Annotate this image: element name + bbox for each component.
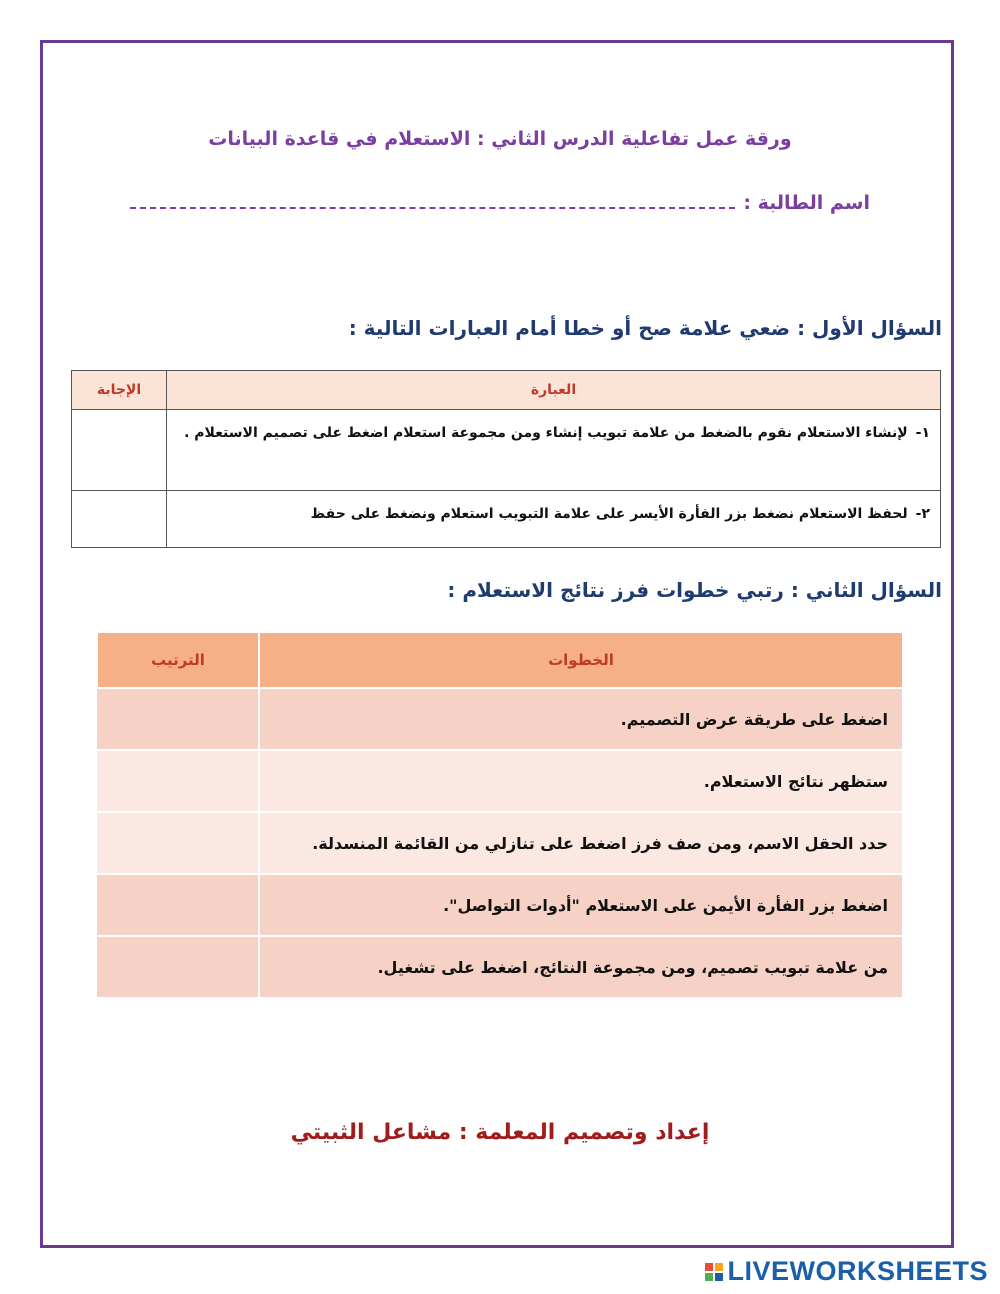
table-row — [72, 410, 941, 491]
order-header: الترتيب — [97, 633, 259, 688]
order-input[interactable] — [97, 688, 259, 750]
order-input[interactable] — [97, 874, 259, 936]
statement-number: ٢- — [915, 506, 930, 522]
logo-square — [705, 1273, 713, 1281]
statement-header: العبارة — [167, 371, 941, 410]
teacher-credit: إعداد وتصميم المعلمة : مشاعل الثبيتي — [290, 1120, 710, 1145]
answer-header: الإجابة — [72, 371, 167, 410]
student-name-label: اسم الطالبة : — [743, 192, 870, 214]
question2-heading: السؤال الثاني : رتبي خطوات فرز نتائج الاستعلام : — [447, 578, 942, 602]
logo-square — [715, 1273, 723, 1281]
student-name-row — [130, 192, 870, 214]
statement-number: ١- — [915, 425, 930, 441]
step-text: اضغط بزر الفأرة الأيمن على الاستعلام "أدوات التواصل". — [259, 874, 902, 936]
table-row — [97, 874, 902, 936]
table-row — [72, 491, 941, 548]
table-row — [97, 812, 902, 874]
order-input[interactable] — [97, 750, 259, 812]
table-row — [97, 750, 902, 812]
statement-cell — [167, 410, 941, 491]
question1-heading: السؤال الأول : ضعي علامة صح أو خطا أمام العبارات التالية : — [348, 316, 942, 340]
step-text: اضغط على طريقة عرض التصميم. — [259, 688, 902, 750]
liveworksheets-brand[interactable] — [705, 1256, 988, 1287]
statement-cell — [167, 491, 941, 548]
step-text: من علامة تبويب تصميم، ومن مجموعة النتائج، اضغط على تشغيل. — [259, 936, 902, 997]
order-input[interactable] — [97, 812, 259, 874]
liveworksheets-logo-icon — [705, 1263, 723, 1281]
steps-header: الخطوات — [259, 633, 902, 688]
brand-name: LIVEWORKSHEETS — [727, 1256, 988, 1286]
student-name-input-line[interactable] — [130, 195, 735, 209]
logo-square — [715, 1263, 723, 1271]
statement-text: لإنشاء الاستعلام نقوم بالضغط من علامة تبويب إنشاء ومن مجموعة استعلام اضغط على تصميم الاستعلام . — [184, 425, 908, 441]
table-row — [97, 688, 902, 750]
table-row — [97, 936, 902, 997]
question2-table — [96, 633, 902, 997]
worksheet-title: ورقة عمل تفاعلية الدرس الثاني : الاستعلام في قاعدة البيانات — [208, 128, 792, 150]
order-input[interactable] — [97, 936, 259, 997]
answer-input[interactable] — [72, 410, 167, 491]
step-text: حدد الحقل الاسم، ومن صف فرز اضغط على تنازلي من القائمة المنسدلة. — [259, 812, 902, 874]
logo-square — [705, 1263, 713, 1271]
question1-table — [71, 370, 941, 548]
answer-input[interactable] — [72, 491, 167, 548]
statement-text: لحفظ الاستعلام نضغط بزر الفأرة الأيسر على علامة التبويب استعلام ونضغط على حفظ — [310, 506, 908, 522]
step-text: ستظهر نتائج الاستعلام. — [259, 750, 902, 812]
